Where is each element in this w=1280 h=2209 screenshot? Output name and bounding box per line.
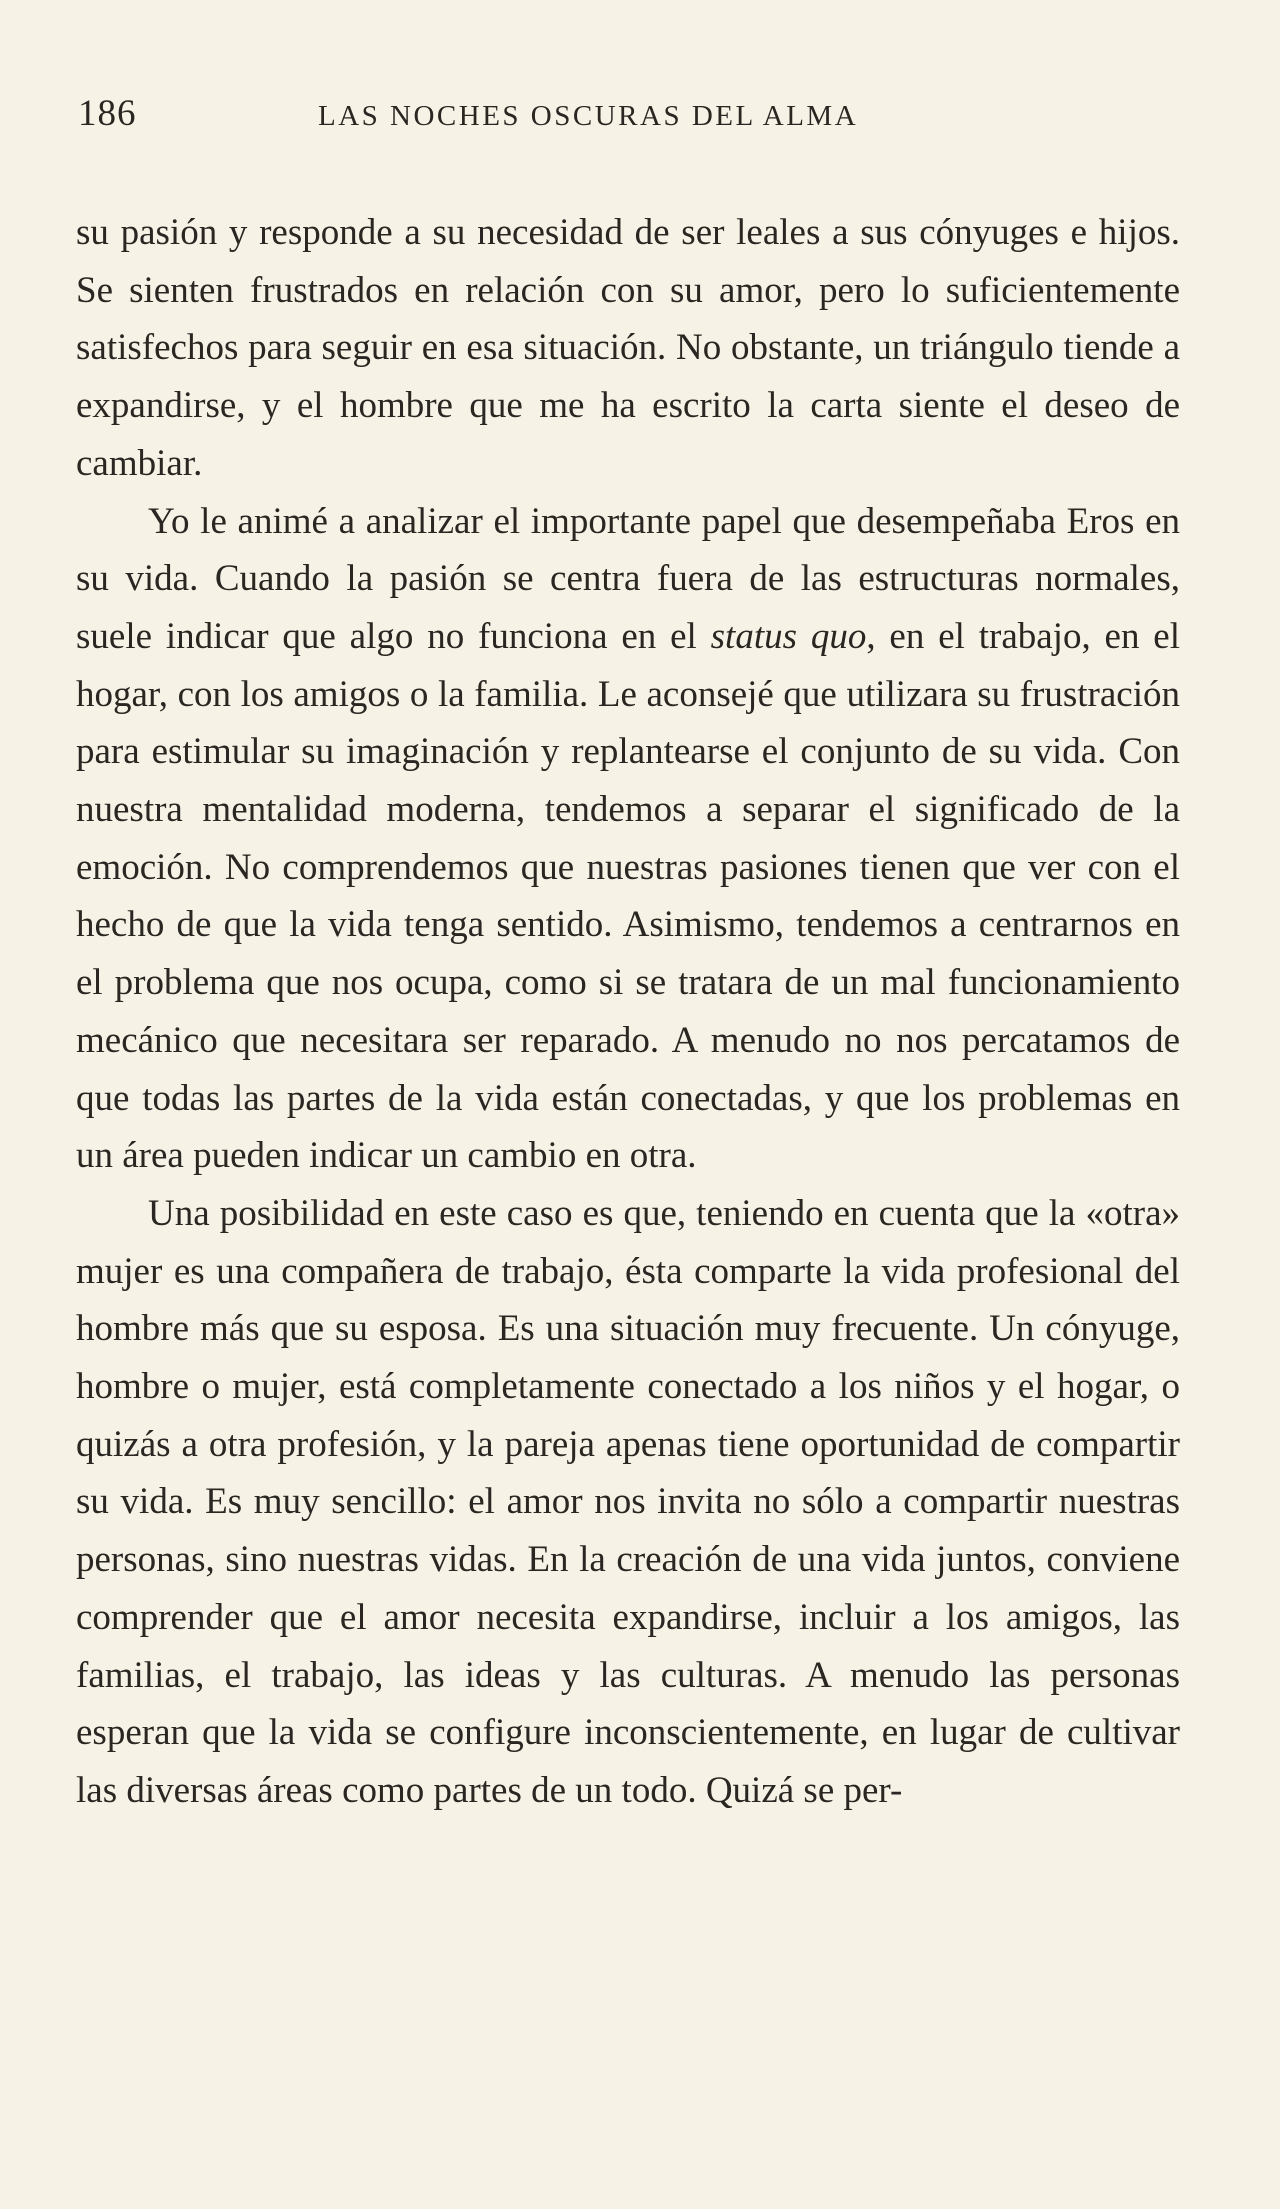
paragraph-2-text-after: , en el trabajo, en el hogar, con los amigos o la familia. Le aconsejé que utilizara su frustración para estimular su imaginación y replantearse el conjunto de su vida. Con nuestra mentalidad moderna, tendemos a separar el significado de la emoción. No comprendemos que nuestras pasiones tienen que ver con el hecho de que la vida tenga sentido. Asimismo, tendemos a centrarnos en el problema que nos ocupa, como si se tratara de un mal funcionamiento mecánico que necesitara ser reparado. A menudo no nos percatamos de que todas las partes de la vida están conectadas, y que los problemas en un área pueden indicar un cambio en otra. <box>76 615 1180 1177</box>
paragraph-2-text-before: Yo le animé a analizar el importante papel que desempeñaba Eros en su vida. Cuando la pasión se centra fuera de las estructuras normales, suele indicar que algo no funciona en el <box>76 500 1180 657</box>
running-head-title: LAS NOCHES OSCURAS DEL ALMA <box>318 100 859 132</box>
italic-phrase: status quo <box>710 615 867 657</box>
paragraph-1: su pasión y responde a su necesidad de ser leales a sus cónyuges e hijos. Se sienten frustrados en relación con su amor, pero lo suficientemente satisfechos para seguir en esa situación. No obstante, un triángulo tiende a expandirse, y el hombre que me ha escrito la carta siente el deseo de cambiar. <box>76 212 1180 484</box>
body-text <box>76 204 1180 1820</box>
running-head <box>78 92 1178 142</box>
paragraph-3: Una posibilidad en este caso es que, teniendo en cuenta que la «otra» mujer es una compañera de trabajo, ésta comparte la vida profesional del hombre más que su esposa. Es una situación muy frecuente. Un cónyuge, hombre o mujer, está completamente conectado a los niños y el hogar, o quizás a otra profesión, y la pareja apenas tiene oportunidad de compartir su vida. Es muy sencillo: el amor nos invita no sólo a compartir nuestras personas, sino nuestras vidas. En la creación de una vida juntos, conviene comprender que el amor necesita expandirse, incluir a los amigos, las familias, el trabajo, las ideas y las culturas. A menudo las personas esperan que la vida se configure inconscientemente, en lugar de cultivar las diversas áreas como partes de un todo. Quizá se per- <box>76 1192 1180 1811</box>
paragraph-2 <box>76 493 1180 1185</box>
page-number: 186 <box>78 93 137 134</box>
